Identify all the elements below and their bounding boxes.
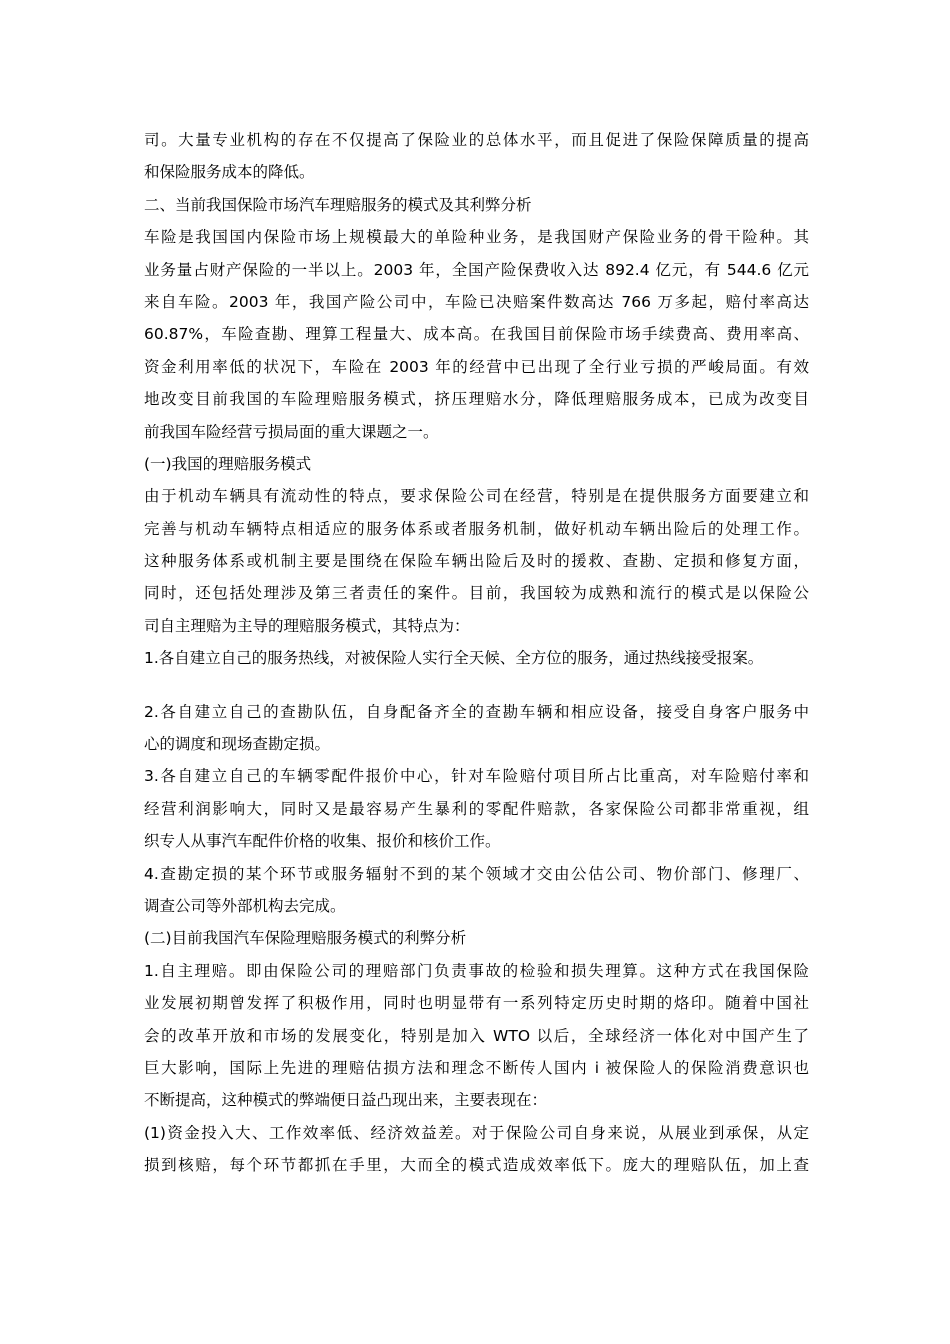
text-line: 会的改革开放和市场的发展变化，特别是加入 WTO 以后，全球经济一体化对中国产生了 <box>144 1026 809 1045</box>
text-line: 资金利用率低的状况下，车险在 2003 年的经营中已出现了全行业亏损的严峻局面。有效 <box>144 357 809 376</box>
text-line: 这种服务体系或机制主要是围绕在保险车辆出险后及时的援救、查勘、定损和修复方面， <box>144 552 809 571</box>
text-line: 经营利润影响大，同时又是最容易产生暴利的零配件赔款，各家保险公司都非常重视，组 <box>144 799 809 818</box>
document-body <box>144 124 809 1182</box>
text-line: 同时，还包括处理涉及第三者责任的案件。目前，我国较为成熟和流行的模式是以保险公 <box>144 584 809 603</box>
text-line: 1.自主理赔。即由保险公司的理赔部门负责事故的检验和损失理算。这种方式在我国保险 <box>144 961 809 980</box>
text-line: 60.87%，车险查勘、理算工程量大、成本高。在我国目前保险市场手续费高、费用率高、 <box>144 325 809 344</box>
text-line: 织专人从事汽车配件价格的收集、报价和核价工作。 <box>144 832 501 851</box>
text-line: 完善与机动车辆特点相适应的服务体系或者服务机制，做好机动车辆出险后的处理工作。 <box>144 519 809 538</box>
text-line: 地改变目前我国的车险理赔服务模式，挤压理赔水分，降低理赔服务成本，已成为改变目 <box>144 390 809 409</box>
text-line: 调查公司等外部机构去完成。 <box>144 896 346 915</box>
text-line: 司自主理赔为主导的理赔服务模式，其特点为： <box>144 616 470 635</box>
text-line: 巨大影响，国际上先进的理赔估损方法和理念不断传人国内 i 被保险人的保险消费意识也 <box>144 1058 809 1077</box>
text-line: 1.各自建立自己的服务热线，对被保险人实行全天候、全方位的服务，通过热线接受报案。 <box>144 649 764 668</box>
text-line: 二、当前我国保险市场汽车理赔服务的模式及其利弊分析 <box>144 195 532 214</box>
text-line: 业发展初期曾发挥了积极作用，同时也明显带有一系列特定历史时期的烙印。随着中国社 <box>144 994 809 1013</box>
text-line: 业务量占财产保险的一半以上。2003 年，全国产险保费收入达 892.4 亿元，有 544.6 亿元 <box>144 260 809 279</box>
text-line: 司。大量专业机构的存在不仅提高了保险业的总体水平，而且促进了保险保障质量的提高 <box>144 131 809 149</box>
text-line: 来自车险。2003 年，我国产险公司中，车险已决赔案件数高达 766 万多起，赔付率高达 <box>144 292 809 311</box>
text-line: 损到核赔，每个环节都抓在手里，大而全的模式造成效率低下。庞大的理赔队伍，加上查 <box>144 1156 809 1175</box>
text-line: 前我国车险经营亏损局面的重大课题之一。 <box>144 422 439 441</box>
text-line: 4.查勘定损的某个环节或服务辐射不到的某个领域才交由公估公司、物价部门、修理厂、 <box>144 864 809 883</box>
text-line: 车险是我国国内保险市场上规模最大的单险种业务，是我国财产保险业务的骨干险种。其 <box>144 228 809 247</box>
text-line: (1)资金投入大、工作效率低、经济效益差。对于保险公司自身来说，从展业到承保，从定 <box>144 1123 809 1142</box>
text-line: 心的调度和现场查勘定损。 <box>144 735 331 754</box>
blank-line <box>144 675 809 696</box>
text-line: (一)我国的理赔服务模式 <box>144 454 312 473</box>
text-line: 由于机动车辆具有流动性的特点，要求保险公司在经营，特别是在提供服务方面要建立和 <box>144 487 809 506</box>
text-line: 3.各自建立自己的车辆零配件报价中心，针对车险赔付项目所占比重高，对车险赔付率和 <box>144 767 809 786</box>
text-line: 和保险服务成本的降低。 <box>144 163 315 182</box>
text-line: 2.各自建立自己的查勘队伍，自身配备齐全的查勘车辆和相应设备，接受自身客户服务中 <box>144 702 809 721</box>
text-line: (二)目前我国汽车保险理赔服务模式的利弊分析 <box>144 929 467 948</box>
text-line: 不断提高，这种模式的弊端便日益凸现出来，主要表现在： <box>144 1091 548 1110</box>
